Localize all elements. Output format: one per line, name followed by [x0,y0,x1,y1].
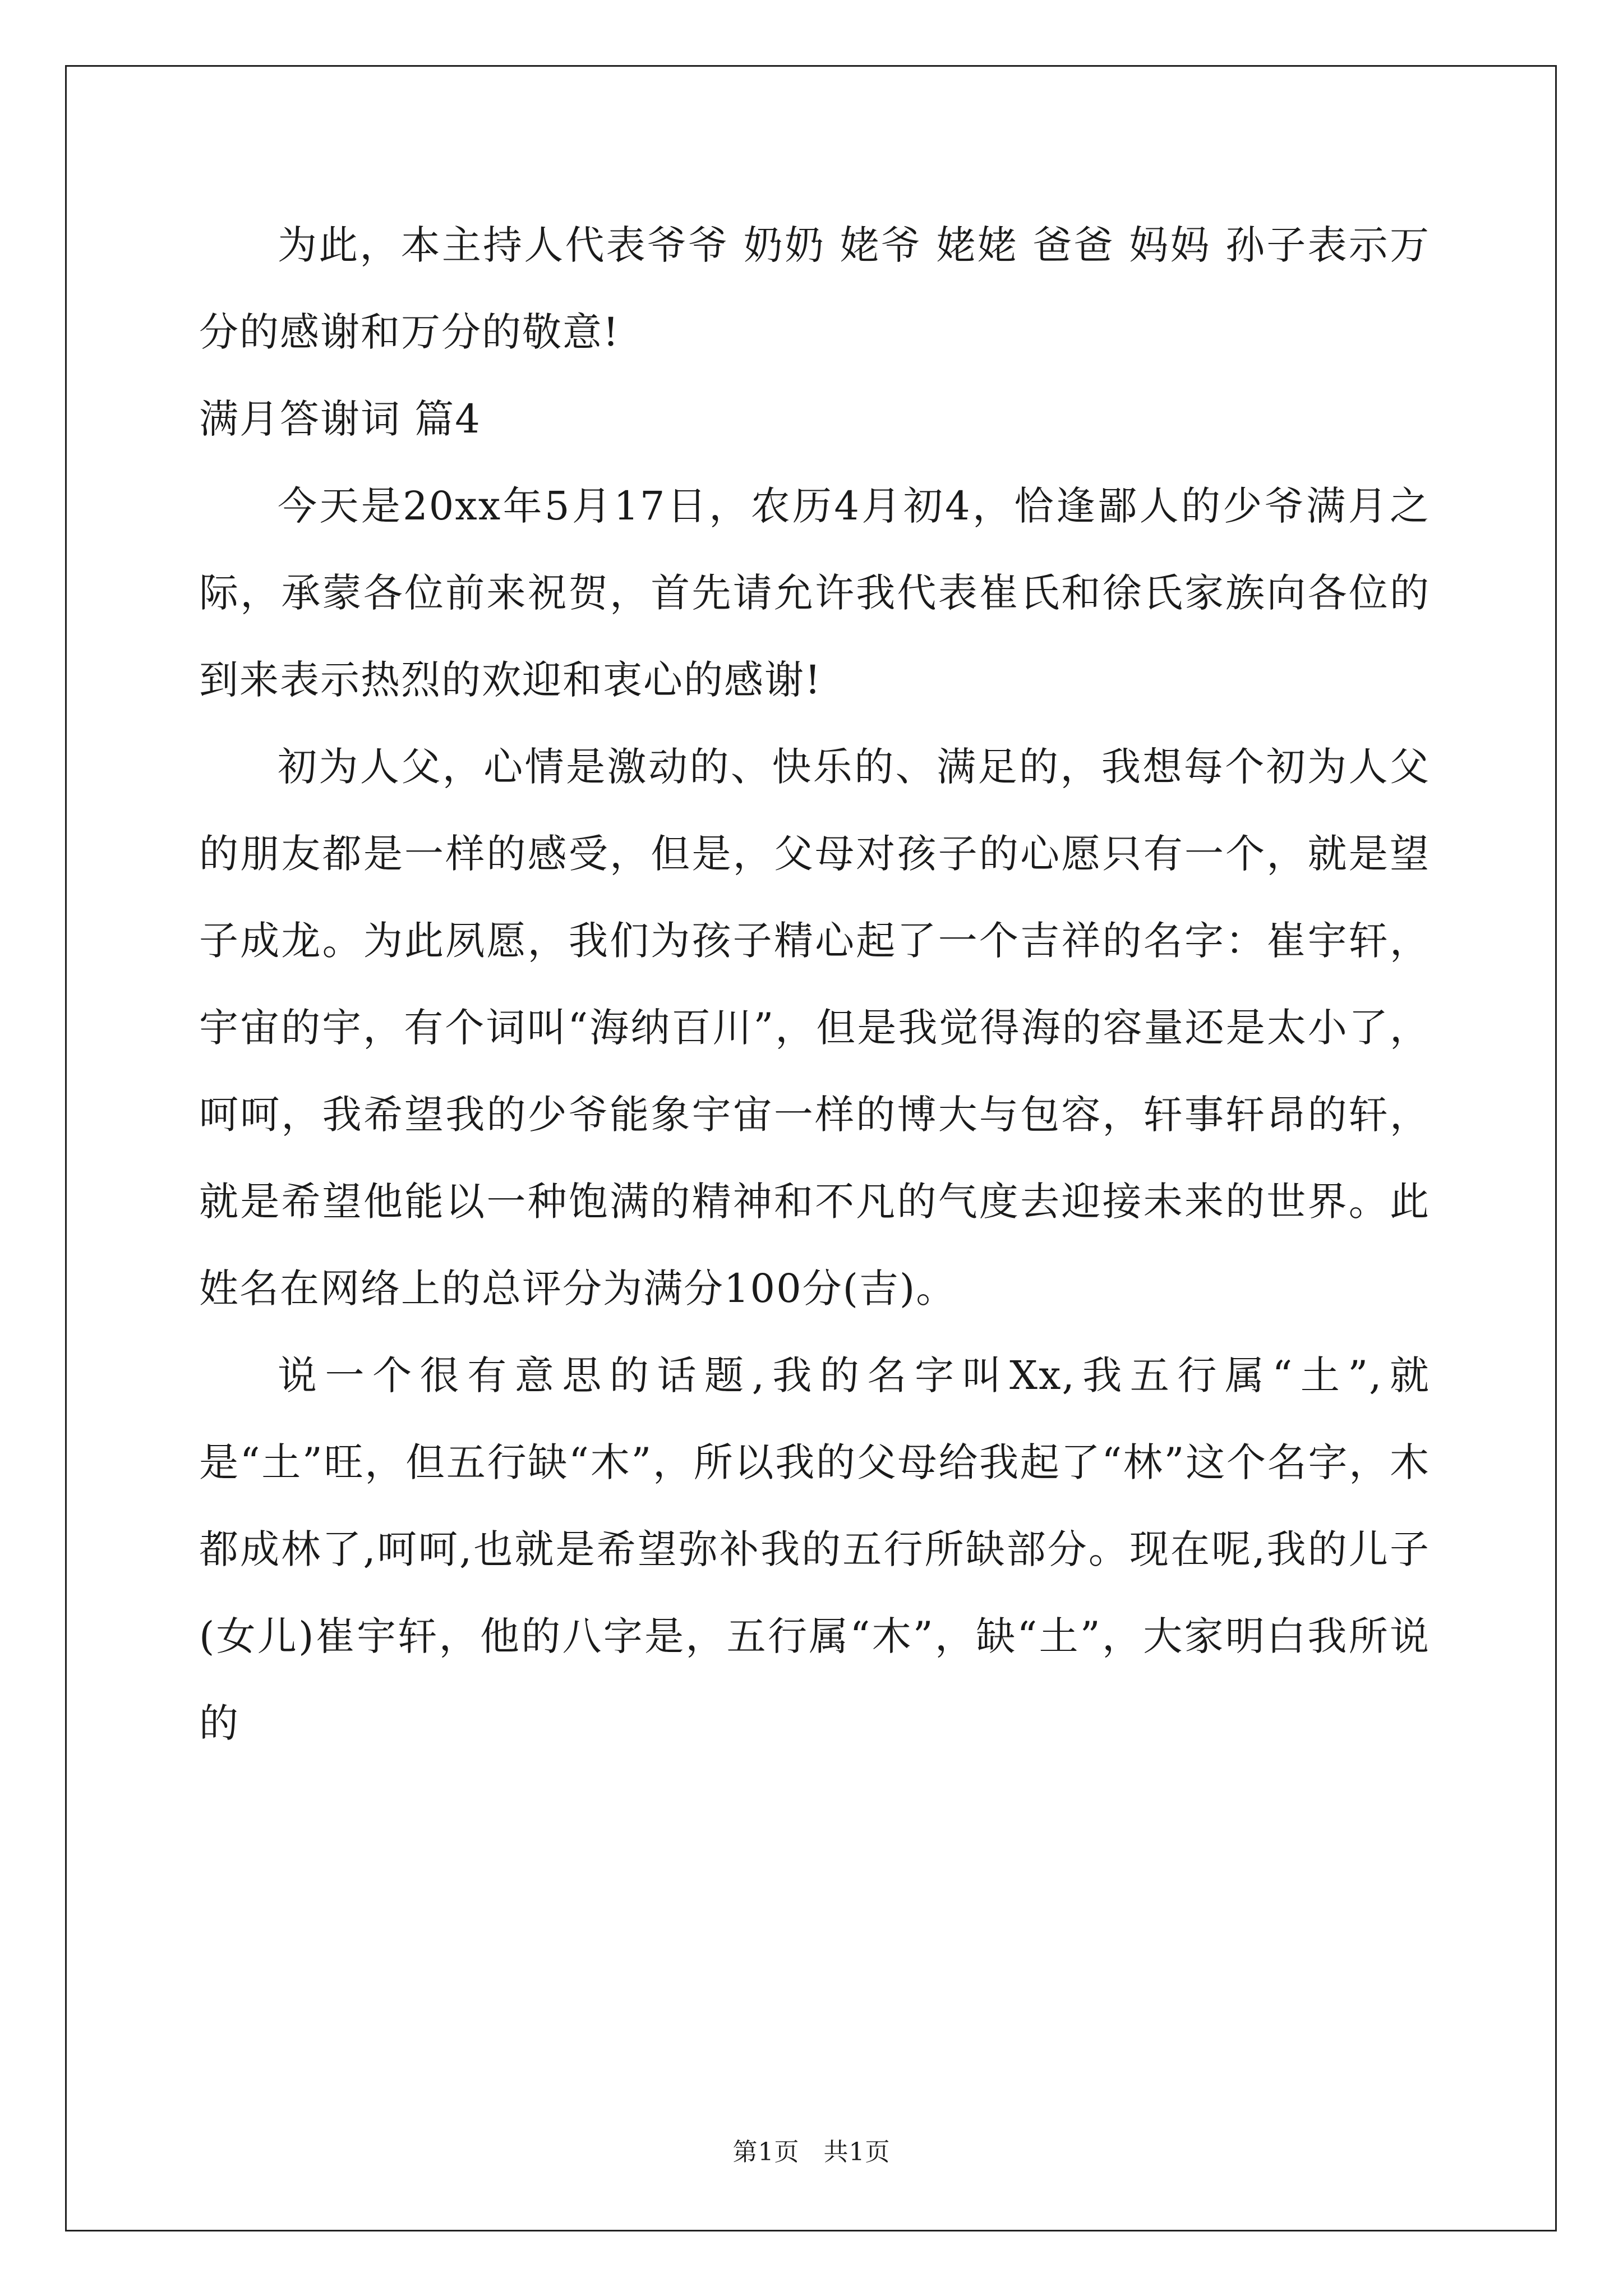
paragraph-naming: 初为人父，心情是激动的、快乐的、满足的，我想每个初为人父的朋友都是一样的感受，但是，父母对孩子的心愿只有一个，就是望子成龙。为此夙愿，我们为孩子精心起了一个吉祥的名字：崔宇轩，宇宙的宇，有个词叫“海纳百川”，但是我觉得海的容量还是太小了，呵呵，我希望我的少爷能象宇宙一样的博大与包容，轩事轩昂的轩，就是希望他能以一种饱满的精神和不凡的气度去迎接未来的世界。此姓名在网络上的总评分为满分100分(吉)。 [199,744,1430,1312]
page-total: 共1页 [823,2138,891,2166]
paragraph-thanks: 为此，本主持人代表爷爷 奶奶 姥爷 姥姥 爸爸 妈妈 孙子表示万分的感谢和万分的敬意! [199,222,1430,355]
paragraph-welcome: 今天是20xx年5月17日，农历4月初4，恰逢鄙人的少爷满月之际，承蒙各位前来祝贺，首先请允许我代表崔氏和徐氏家族向各位的到来表示热烈的欢迎和衷心的感谢! [199,483,1430,703]
page-number: 第1页 [732,2138,800,2166]
page-footer [0,2132,1623,2168]
document-body [199,202,1430,1767]
section-heading: 满月答谢词 篇4 [199,396,481,442]
paragraph-five-elements: 说一个很有意思的话题,我的名字叫Xx,我五行属“土”,就是“土”旺，但五行缺“木”，所以我的父母给我起了“林”这个名字，木都成林了,呵呵,也就是希望弥补我的五行所缺部分。现在呢,我的儿子(女儿)崔宇轩，他的八字是，五行属“木”，缺“土”，大家明白我所说的 [199,1352,1430,1746]
